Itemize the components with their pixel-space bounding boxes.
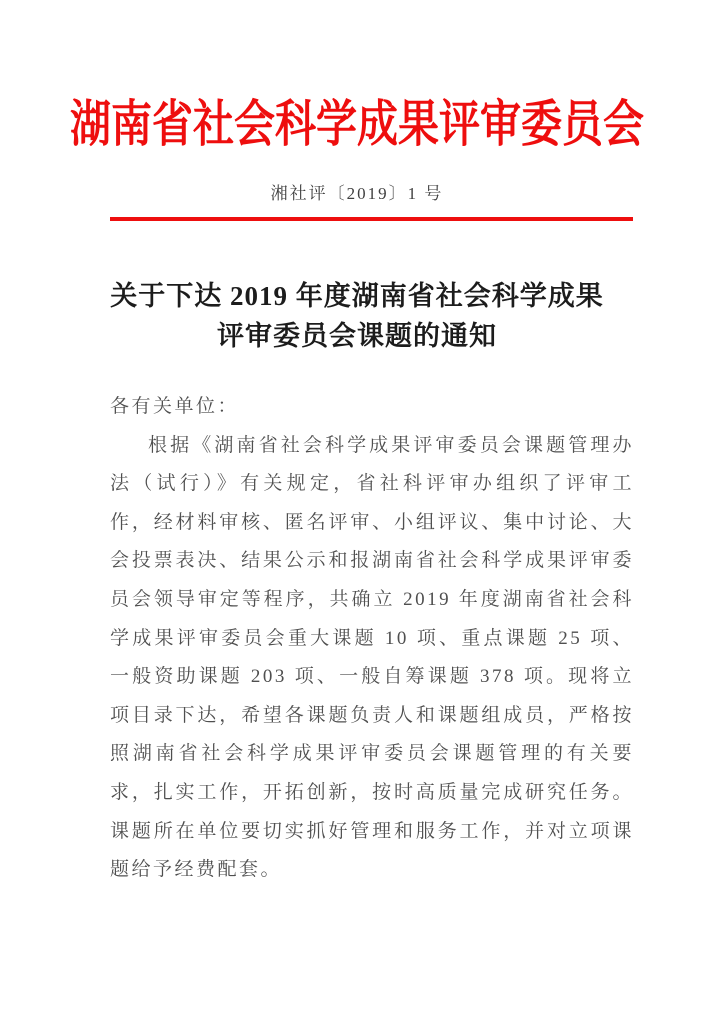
body-paragraph: 根据《湖南省社会科学成果评审委员会课题管理办法（试行）》有关规定，省社科评审办组织了评审工作，经材料审核、匿名评审、小组评议、集中讨论、大会投票表决、结果公示和报湖南省社会科学成果评审委员会领导审定等程序，共确立 2019 年度湖南省社会科学成果评审委员会重大课题 10 项、重点课题 25 项、一般资助课题 203 项、一般自筹课题 378 项。现将立项目录下达，希望各课题负责人和课题组成员，严格按照湖南省社会科学成果评审委员会课题管理的有关要求，扎实工作，开拓创新，按时高质量完成研究任务。课题所在单位要切实抓好管理和服务工作，并对立项课题给予经费配套。	[110, 434, 634, 881]
red-divider-line	[110, 217, 633, 221]
doc-number: 湘社评〔2019〕1 号	[270, 184, 444, 203]
document-title	[0, 276, 714, 356]
document-title-line1: 关于下达 2019 年度湖南省社会科学成果	[110, 281, 604, 311]
salutation: 各有关单位：	[110, 396, 240, 417]
document-body	[110, 388, 634, 890]
org-name-header: 湖南省社会科学成果评审委员会	[70, 96, 645, 152]
document-title-line2: 评审委员会课题的通知	[217, 321, 497, 351]
